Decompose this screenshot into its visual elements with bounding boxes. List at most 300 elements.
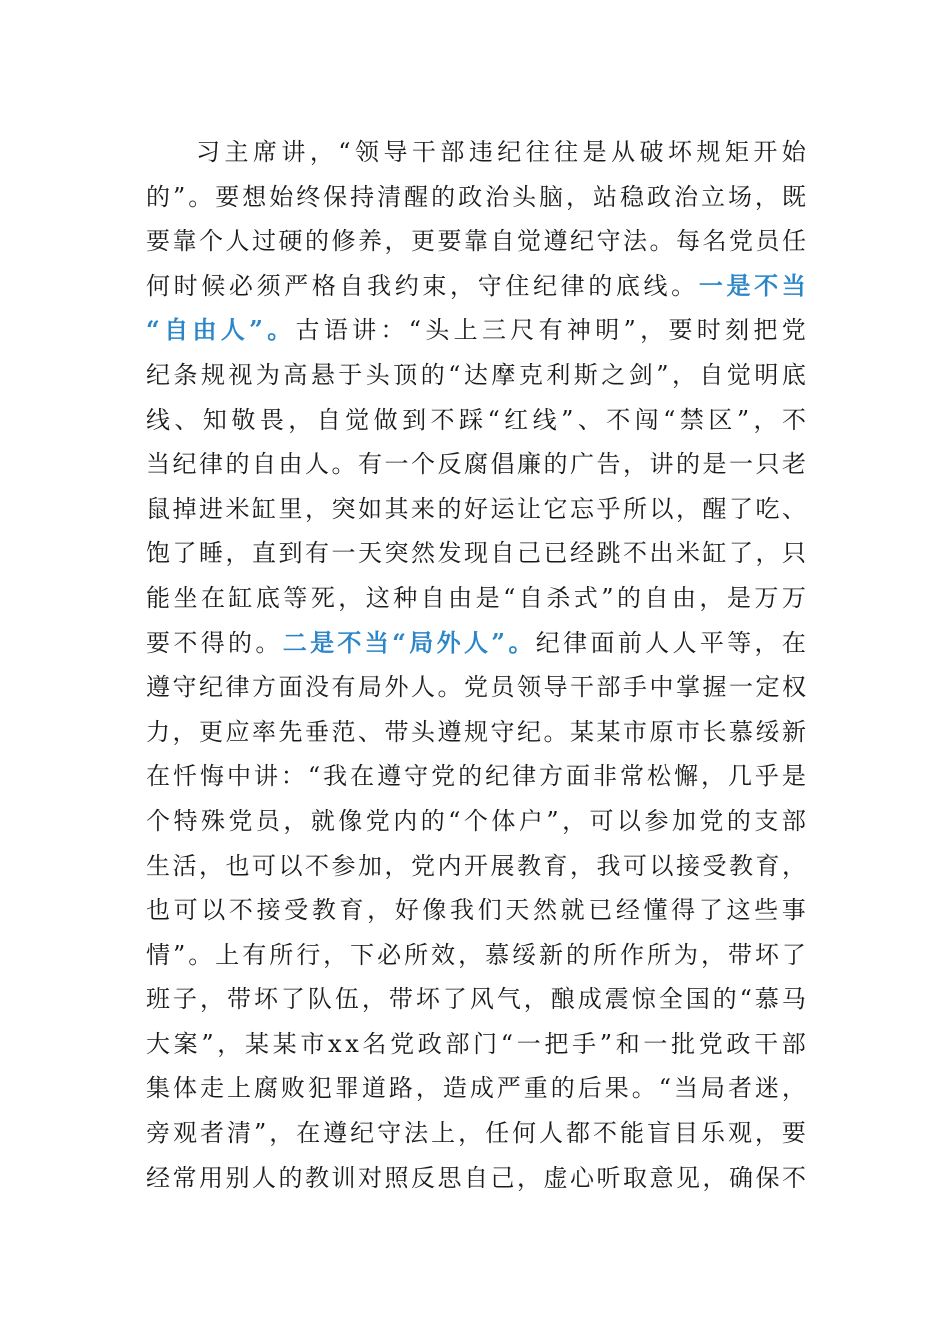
text-char: 是 (475, 583, 500, 612)
text-char: 训 (331, 1163, 356, 1192)
text-char: 特 (173, 806, 198, 835)
text-char: 讲 (281, 138, 306, 166)
text-char: ， (640, 316, 665, 345)
text-char: 。 (188, 940, 213, 969)
text-char: 守 (596, 227, 621, 256)
text-char: 把 (753, 316, 778, 345)
text-char: 名 (702, 227, 727, 256)
text-char: 见 (676, 1163, 700, 1192)
text-char: 育 (755, 851, 780, 880)
text-char: 是 (726, 583, 751, 612)
text-char: 缸 (228, 583, 253, 612)
text-char: 一 (384, 450, 409, 479)
text-char: 纪 (570, 227, 594, 256)
text-char: ， (782, 851, 806, 880)
text-char: 也 (225, 851, 250, 880)
text-char: 不 (593, 1119, 618, 1148)
text-char: 为 (255, 360, 280, 389)
highlight-char: 。 (508, 627, 533, 657)
text-char: 自 (518, 583, 543, 612)
text-char: ， (384, 851, 409, 880)
text-char: “ (500, 1029, 514, 1058)
text-char: 做 (373, 405, 398, 434)
text-char: 可 (252, 851, 276, 880)
highlight-char: 是 (726, 270, 751, 300)
text-char: 坏 (667, 138, 692, 166)
text-char: 我 (323, 762, 348, 791)
text-char: 上 (453, 316, 478, 345)
text-char: 我 (367, 271, 392, 300)
text-char: 对 (358, 1163, 382, 1192)
text-char: 纪 (535, 628, 560, 657)
text-char: 从 (611, 138, 636, 166)
text-char: 自 (316, 405, 341, 434)
text-char: 硬 (278, 227, 303, 256)
text-char: 坏 (253, 985, 278, 1014)
text-char: 展 (490, 851, 515, 880)
text-char: 的 (437, 494, 462, 523)
text-char: 进 (199, 494, 223, 523)
text-char: 在 (146, 762, 170, 791)
highlight-char: 当 (364, 627, 389, 657)
text-char: 更 (411, 227, 435, 256)
text-char: 守 (377, 1119, 402, 1148)
text-char: 开 (464, 851, 488, 880)
text-char: 者 (199, 1119, 224, 1148)
text-char: 像 (422, 896, 447, 925)
text-char: 主 (224, 138, 249, 166)
text-char: 不 (305, 851, 329, 880)
text-char: ， (225, 539, 250, 568)
text-char: 要 (668, 316, 693, 345)
text-char: 如 (358, 494, 382, 523)
text-char: 更 (199, 717, 223, 746)
text-char: 照 (384, 1163, 409, 1192)
highlight-char: 不 (337, 627, 362, 657)
text-char: 慕 (729, 717, 753, 746)
text-char: ， (566, 182, 591, 211)
text-char: 然 (532, 896, 557, 925)
text-char: 绥 (512, 940, 537, 969)
text-char: 纪 (172, 450, 197, 479)
text-char: 死 (310, 583, 335, 612)
text-char: 不 (430, 405, 455, 434)
text-char: 观 (172, 1119, 197, 1148)
text-char: 严 (284, 271, 309, 300)
text-char: ， (361, 985, 386, 1014)
text-char: ， (755, 539, 780, 568)
text-char: 育 (339, 896, 364, 925)
text-char: 觉 (345, 405, 370, 434)
text-char: 子 (172, 985, 197, 1014)
text-char: 悔 (199, 762, 224, 791)
text-char: 坏 (415, 985, 440, 1014)
text-char: 它 (543, 494, 568, 523)
text-char: 然 (411, 539, 435, 568)
text-char: 罪 (334, 1074, 359, 1103)
text-char: ” (601, 583, 614, 612)
text-char: 垂 (305, 717, 329, 746)
text-char: ， (754, 1119, 779, 1148)
text-char: 马 (781, 985, 806, 1014)
text-char: “ (338, 138, 351, 166)
text-char: 的 (712, 985, 737, 1014)
text-char: 忘 (570, 494, 594, 523)
text-char: 有 (358, 450, 382, 479)
text-char: 矩 (724, 138, 749, 166)
text-char: 。 (255, 628, 280, 657)
text-char: 忏 (172, 762, 197, 791)
text-char: 等 (283, 583, 308, 612)
highlight-char: 局 (409, 627, 434, 657)
text-char: 神 (566, 316, 591, 345)
text-char: 守 (172, 673, 197, 702)
text-char: 靠 (464, 227, 488, 256)
text-char: 中 (226, 762, 251, 791)
text-char: ， (217, 1029, 242, 1058)
text-char: ， (754, 182, 779, 211)
text-char: 时 (696, 316, 721, 345)
text-char: ” (201, 1029, 214, 1058)
text-char: “ (487, 405, 500, 434)
text-char: 由 (278, 450, 303, 479)
text-char: 上 (226, 1074, 251, 1103)
text-char: 法 (623, 227, 647, 256)
text-char: ， (458, 1119, 483, 1148)
text-char: 得 (200, 628, 225, 657)
text-line (146, 130, 806, 175)
text-line (146, 175, 806, 220)
text-char: 路 (388, 1074, 413, 1103)
text-char: 后 (577, 1074, 602, 1103)
text-char: 走 (199, 1074, 224, 1103)
text-char: 习 (196, 138, 220, 166)
text-char: 老 (782, 450, 806, 479)
text-char: 所 (593, 940, 618, 969)
text-char: ， (523, 985, 548, 1014)
text-char: 律 (225, 673, 250, 702)
text-char: 这 (726, 896, 751, 925)
text-char: 教 (729, 851, 753, 880)
text-char: 手 (572, 1029, 597, 1058)
text-char: 规 (696, 138, 721, 166)
text-char: 干 (570, 673, 594, 702)
text-char: ， (338, 583, 363, 612)
text-char: 能 (620, 1119, 644, 1148)
text-char: 直 (252, 539, 276, 568)
text-char: 党 (464, 673, 488, 702)
text-char: ” (736, 405, 750, 434)
text-char: 摩 (491, 360, 516, 389)
text-char: 缸 (702, 539, 727, 568)
text-char: 我 (450, 896, 475, 925)
text-char: 员 (755, 227, 780, 256)
text-char: 的 (146, 182, 170, 211)
text-char: ” (656, 360, 669, 389)
text-char: 睡 (199, 539, 223, 568)
text-char: 尺 (510, 316, 535, 345)
text-char: 治 (485, 182, 510, 211)
text-char: 松 (646, 762, 671, 791)
text-char: 酿 (550, 985, 575, 1014)
text-char: 的 (225, 450, 250, 479)
text-char: 遵 (323, 1119, 348, 1148)
text-char: 立 (700, 182, 725, 211)
text-char: ， (269, 1119, 294, 1148)
text-char: 运 (490, 494, 515, 523)
text-char: 部 (596, 673, 621, 702)
text-char: 活 (172, 851, 197, 880)
text-char: 的 (543, 450, 568, 479)
text-char: 保 (323, 182, 348, 211)
text-char: 接 (676, 851, 700, 880)
text-char: 头 (512, 182, 537, 211)
text-char: 由 (448, 583, 473, 612)
text-char: 为 (673, 940, 698, 969)
text-char: 非 (593, 762, 618, 791)
text-char: x (345, 1029, 359, 1058)
text-char: 里 (278, 494, 303, 523)
text-char: 某 (272, 1029, 297, 1058)
text-char: 政 (417, 1029, 442, 1058)
text-char: 可 (589, 806, 614, 835)
text-char: 候 (201, 271, 226, 300)
text-char: ， (671, 360, 696, 389)
text-char: 告 (596, 450, 621, 479)
text-char: 让 (517, 494, 541, 523)
text-char: 持 (350, 182, 375, 211)
text-char: 国 (685, 985, 710, 1014)
text-char: 长 (702, 717, 727, 746)
text-char: 确 (729, 1163, 753, 1192)
text-char: 饱 (146, 539, 170, 568)
text-char: 别 (225, 1163, 250, 1192)
text-char: 自 (420, 583, 445, 612)
text-char: 这 (365, 583, 390, 612)
highlight-char: 是 (310, 627, 335, 657)
text-char: 部 (781, 806, 806, 835)
text-char: 以 (201, 896, 226, 925)
text-line (146, 933, 806, 978)
text-char: 、 (358, 717, 382, 746)
text-char: 政 (646, 182, 671, 211)
text-char: 的 (550, 1074, 575, 1103)
text-char: 天 (358, 539, 382, 568)
text-char: 以 (649, 494, 674, 523)
highlight-char: 人 (463, 627, 488, 657)
text-char: 的 (431, 182, 456, 211)
text-char: 始 (781, 138, 806, 166)
text-char: 市 (300, 1029, 325, 1058)
text-char: 原 (649, 717, 674, 746)
text-char: 自 (339, 271, 364, 300)
text-char: 一 (516, 1029, 541, 1058)
text-char: 要 (437, 227, 462, 256)
text-line (146, 576, 806, 621)
text-char: 规 (464, 717, 488, 746)
text-char: 想 (242, 182, 267, 211)
text-char: 中 (649, 673, 674, 702)
text-char: ， (676, 494, 700, 523)
text-char: ， (199, 851, 223, 880)
text-char: 保 (755, 1163, 780, 1192)
text-char: 虚 (543, 1163, 568, 1192)
text-char: 要 (781, 1119, 806, 1148)
text-char: 突 (384, 539, 409, 568)
text-char: 支 (754, 806, 779, 835)
text-char: 人 (225, 227, 250, 256)
text-char: 些 (754, 896, 779, 925)
text-char: 党 (228, 806, 253, 835)
highlight-char: ” (491, 627, 506, 657)
text-char: 始 (269, 182, 294, 211)
text-char: 的 (588, 271, 613, 300)
text-char: 不 (782, 405, 806, 434)
text-char: 权 (782, 673, 806, 702)
text-char: 人 (411, 673, 435, 702)
text-char: 殊 (200, 806, 225, 835)
text-char: 造 (442, 1074, 467, 1103)
text-char: 某 (570, 717, 594, 746)
text-char: 脑 (539, 182, 564, 211)
text-char: 讲 (352, 316, 377, 345)
text-line (146, 710, 806, 755)
text-char: 到 (278, 539, 303, 568)
text-char: 面 (566, 762, 591, 791)
text-char: 参 (644, 806, 669, 835)
text-char: 率 (252, 717, 276, 746)
text-char: 常 (620, 762, 644, 791)
text-char: 定 (755, 673, 780, 702)
text-char: 于 (338, 360, 363, 389)
body-paragraph (146, 130, 806, 1200)
text-char: 律 (560, 271, 585, 300)
text-line (146, 1066, 806, 1111)
text-line (146, 754, 806, 799)
text-char: 醒 (404, 182, 429, 211)
text-line (146, 977, 806, 1022)
text-char: 底 (781, 360, 806, 389)
text-char: 的 (458, 762, 483, 791)
text-char: 讲 (253, 762, 278, 791)
text-char: 党 (365, 806, 390, 835)
text-char: 的 (726, 806, 751, 835)
highlight-char: 自 (164, 315, 189, 345)
text-char: 过 (252, 227, 276, 256)
text-char: 约 (394, 271, 419, 300)
text-char: 户 (518, 806, 543, 835)
text-char: 纪 (517, 717, 541, 746)
text-char: 就 (310, 806, 335, 835)
text-char: 。 (437, 673, 462, 702)
text-char: 清 (377, 182, 402, 211)
text-char: 往 (525, 138, 550, 166)
text-char: 了 (172, 539, 197, 568)
text-char: 必 (377, 940, 402, 969)
text-char: 领 (355, 138, 379, 166)
text-char: “ (663, 405, 676, 434)
text-char: “ (408, 316, 422, 345)
text-char: 情 (146, 940, 170, 969)
text-char: 只 (782, 539, 806, 568)
text-char: 纪 (199, 673, 223, 702)
text-char: 律 (199, 450, 223, 479)
text-char: 来 (411, 494, 435, 523)
text-char: 用 (199, 1163, 223, 1192)
text-char: 红 (504, 405, 529, 434)
text-char: 员 (255, 806, 280, 835)
text-line (146, 799, 806, 844)
text-char: 的 (420, 360, 445, 389)
highlight-char: “ (392, 627, 406, 657)
text-line (146, 398, 806, 443)
highlight-char: “ (146, 315, 160, 345)
text-char: 带 (388, 985, 413, 1014)
text-char: 克 (518, 360, 543, 389)
text-char: 稳 (620, 182, 644, 211)
text-char: ： (280, 762, 305, 791)
text-char: 规 (200, 360, 225, 389)
text-char: 明 (754, 360, 779, 389)
text-char: 须 (256, 271, 281, 300)
text-char: 局 (700, 1074, 725, 1103)
text-char: 人 (645, 628, 670, 657)
text-char: 。 (649, 227, 674, 256)
text-char: 有 (305, 539, 329, 568)
text-char: 不 (623, 539, 647, 568)
text-char: 要 (146, 628, 170, 657)
text-char: 名 (362, 1029, 387, 1058)
text-char: 政 (458, 182, 483, 211)
text-char: 有 (538, 316, 563, 345)
text-char: 思 (437, 1163, 462, 1192)
text-char: 党 (390, 1029, 415, 1058)
text-char: “ (503, 583, 516, 612)
text-char: 靠 (172, 227, 197, 256)
text-char: ， (367, 896, 392, 925)
highlight-char: 一 (698, 270, 723, 300)
text-char: 一 (643, 1029, 668, 1058)
text-line (146, 442, 806, 487)
text-char: 纪 (532, 271, 557, 300)
text-char: 种 (393, 583, 418, 612)
text-char: 不 (782, 1163, 806, 1192)
text-char: 个 (199, 227, 223, 256)
text-char: 了 (729, 539, 753, 568)
text-char: 所 (404, 940, 429, 969)
text-char: 高 (283, 360, 308, 389)
text-char: 员 (490, 673, 515, 702)
text-char: 犯 (307, 1074, 332, 1103)
text-char: 经 (570, 539, 594, 568)
text-char: 也 (146, 896, 170, 925)
highlight-char: 。 (267, 315, 292, 345)
text-char: 不 (606, 405, 631, 434)
text-char: 往 (554, 138, 579, 166)
text-char: 重 (523, 1074, 548, 1103)
text-char: 清 (226, 1119, 251, 1148)
text-char: 、 (782, 494, 806, 523)
text-char: 案 (173, 1029, 198, 1058)
text-char: 体 (491, 806, 516, 835)
text-char: ， (309, 138, 334, 166)
text-char: 底 (615, 271, 640, 300)
text-char: ， (570, 851, 594, 880)
text-line (146, 531, 806, 576)
text-char: 以 (649, 851, 674, 880)
text-char: 市 (623, 717, 647, 746)
text-char: ” (253, 1119, 267, 1148)
